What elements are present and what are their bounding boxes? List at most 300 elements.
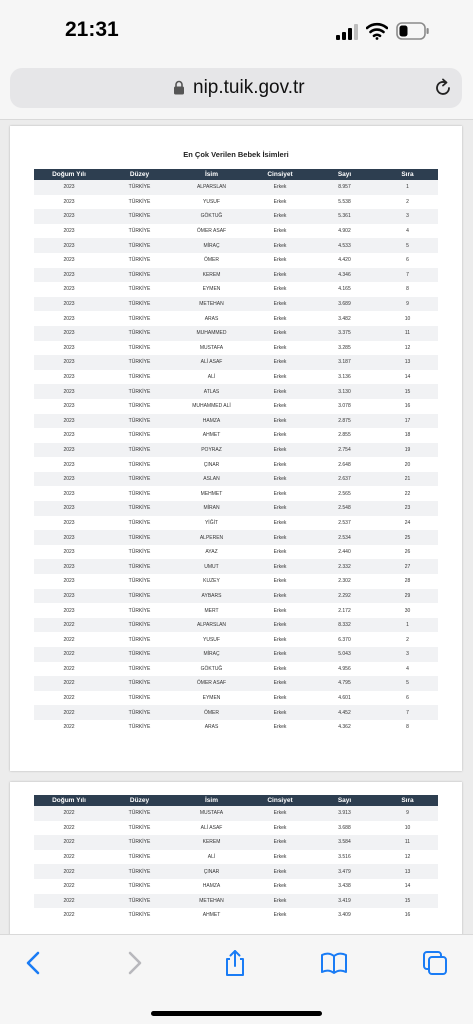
gender-cell: Erkek	[248, 530, 312, 545]
gender-cell: Erkek	[248, 545, 312, 560]
table-header-row	[34, 169, 438, 180]
name-cell: MİRAÇ	[175, 238, 248, 253]
count-cell: 3.136	[312, 370, 377, 385]
birth-year-cell: 2023	[34, 545, 104, 560]
level-cell: TÜRKİYE	[104, 647, 175, 662]
table-row	[34, 341, 438, 356]
gender-cell: Erkek	[248, 559, 312, 574]
gender-cell: Erkek	[248, 224, 312, 239]
name-cell: ALİ	[175, 370, 248, 385]
level-cell: TÜRKİYE	[104, 632, 175, 647]
table-row	[34, 428, 438, 443]
rank-cell: 10	[377, 311, 438, 326]
birth-year-cell: 2022	[34, 676, 104, 691]
birth-year-cell: 2023	[34, 472, 104, 487]
rank-cell: 12	[377, 341, 438, 356]
name-cell: MUHAMMED ALİ	[175, 399, 248, 414]
table-header-row	[34, 795, 438, 806]
level-cell: TÜRKİYE	[104, 195, 175, 210]
level-cell: TÜRKİYE	[104, 311, 175, 326]
rank-cell: 10	[377, 821, 438, 836]
count-cell: 2.302	[312, 574, 377, 589]
gender-cell: Erkek	[248, 835, 312, 850]
count-cell: 3.584	[312, 835, 377, 850]
rank-cell: 4	[377, 224, 438, 239]
count-cell: 2.754	[312, 443, 377, 458]
count-cell: 4.452	[312, 705, 377, 720]
table-row	[34, 806, 438, 821]
level-cell: TÜRKİYE	[104, 720, 175, 735]
count-cell: 3.187	[312, 355, 377, 370]
table-row	[34, 835, 438, 850]
birth-year-cell: 2023	[34, 428, 104, 443]
count-cell: 3.438	[312, 879, 377, 894]
name-cell: ÖMER ASAF	[175, 224, 248, 239]
cellular-signal-icon	[336, 24, 358, 40]
name-cell: ÖMER	[175, 705, 248, 720]
rank-cell: 3	[377, 647, 438, 662]
birth-year-cell: 2023	[34, 443, 104, 458]
birth-year-cell: 2022	[34, 691, 104, 706]
rank-cell: 15	[377, 894, 438, 909]
rank-cell: 3	[377, 209, 438, 224]
rank-cell: 4	[377, 662, 438, 677]
level-cell: TÜRKİYE	[104, 414, 175, 429]
name-cell: MİRAN	[175, 501, 248, 516]
gender-cell: Erkek	[248, 326, 312, 341]
name-cell: ALPARSLAN	[175, 618, 248, 633]
gender-cell: Erkek	[248, 821, 312, 836]
rank-cell: 15	[377, 384, 438, 399]
level-cell: TÜRKİYE	[104, 282, 175, 297]
rank-cell: 6	[377, 253, 438, 268]
address-bar-area	[0, 62, 473, 120]
level-cell: TÜRKİYE	[104, 603, 175, 618]
status-bar	[0, 0, 473, 62]
name-cell: KUZEY	[175, 574, 248, 589]
count-cell: 3.688	[312, 821, 377, 836]
table-row	[34, 355, 438, 370]
share-icon[interactable]	[221, 949, 249, 977]
back-chevron-icon[interactable]	[20, 949, 48, 977]
rank-cell: 14	[377, 879, 438, 894]
name-cell: AYAZ	[175, 545, 248, 560]
rank-cell: 9	[377, 297, 438, 312]
rank-cell: 1	[377, 618, 438, 633]
name-cell: ÇINAR	[175, 864, 248, 879]
count-cell: 2.537	[312, 516, 377, 531]
count-cell: 4.533	[312, 238, 377, 253]
table-row	[34, 516, 438, 531]
table-row	[34, 370, 438, 385]
rank-cell: 16	[377, 399, 438, 414]
birth-year-cell: 2022	[34, 835, 104, 850]
level-cell: TÜRKİYE	[104, 516, 175, 531]
name-cell: EYMEN	[175, 691, 248, 706]
name-cell: ALPARSLAN	[175, 180, 248, 195]
gender-cell: Erkek	[248, 894, 312, 909]
table-row	[34, 618, 438, 633]
level-cell: TÜRKİYE	[104, 341, 175, 356]
name-cell: ALİ ASAF	[175, 821, 248, 836]
birth-year-cell: 2023	[34, 486, 104, 501]
web-content[interactable]	[0, 120, 473, 934]
document-title: En Çok Verilen Bebek İsimleri	[183, 150, 289, 159]
level-cell: TÜRKİYE	[104, 908, 175, 923]
name-cell: MERT	[175, 603, 248, 618]
birth-year-cell: 2023	[34, 224, 104, 239]
level-cell: TÜRKİYE	[104, 355, 175, 370]
birth-year-cell: 2023	[34, 399, 104, 414]
tabs-icon[interactable]	[421, 949, 449, 977]
table-row	[34, 414, 438, 429]
table-body	[34, 806, 438, 923]
name-cell: GÖKTUĞ	[175, 209, 248, 224]
gender-cell: Erkek	[248, 472, 312, 487]
birth-year-cell: 2022	[34, 879, 104, 894]
level-cell: TÜRKİYE	[104, 486, 175, 501]
reload-icon[interactable]	[433, 78, 453, 98]
gender-cell: Erkek	[248, 501, 312, 516]
birth-year-cell: 2023	[34, 311, 104, 326]
table-row	[34, 574, 438, 589]
level-cell: TÜRKİYE	[104, 559, 175, 574]
document-page-1	[10, 126, 462, 771]
count-cell: 4.362	[312, 720, 377, 735]
count-cell: 3.689	[312, 297, 377, 312]
name-cell: YUSUF	[175, 195, 248, 210]
level-cell: TÜRKİYE	[104, 268, 175, 283]
level-cell: TÜRKİYE	[104, 428, 175, 443]
gender-cell: Erkek	[248, 516, 312, 531]
birth-year-cell: 2022	[34, 821, 104, 836]
name-cell: ÖMER ASAF	[175, 676, 248, 691]
lock-icon	[173, 80, 185, 95]
gender-cell: Erkek	[248, 180, 312, 195]
level-cell: TÜRKİYE	[104, 472, 175, 487]
table-row	[34, 180, 438, 195]
level-cell: TÜRKİYE	[104, 224, 175, 239]
table-row	[34, 224, 438, 239]
birth-year-cell: 2023	[34, 180, 104, 195]
level-cell: TÜRKİYE	[104, 326, 175, 341]
level-cell: TÜRKİYE	[104, 501, 175, 516]
table-row	[34, 238, 438, 253]
column-header-count: Sayı	[312, 169, 377, 180]
gender-cell: Erkek	[248, 879, 312, 894]
column-header-level: Düzey	[104, 169, 175, 180]
book-icon[interactable]	[320, 949, 348, 977]
rank-cell: 13	[377, 864, 438, 879]
count-cell: 2.172	[312, 603, 377, 618]
name-cell: MUSTAFA	[175, 341, 248, 356]
name-cell: ALİ	[175, 850, 248, 865]
level-cell: TÜRKİYE	[104, 821, 175, 836]
document-page-2	[10, 782, 462, 934]
wifi-icon	[366, 22, 388, 40]
column-header-gender: Cinsiyet	[248, 795, 312, 806]
count-cell: 2.292	[312, 589, 377, 604]
address-bar[interactable]	[10, 68, 462, 108]
name-cell: KEREM	[175, 835, 248, 850]
count-cell: 4.956	[312, 662, 377, 677]
gender-cell: Erkek	[248, 443, 312, 458]
level-cell: TÜRKİYE	[104, 399, 175, 414]
gender-cell: Erkek	[248, 691, 312, 706]
gender-cell: Erkek	[248, 268, 312, 283]
name-cell: ALİ ASAF	[175, 355, 248, 370]
count-cell: 5.361	[312, 209, 377, 224]
name-cell: AYBARS	[175, 589, 248, 604]
bottom-toolbar	[0, 934, 473, 1024]
count-cell: 3.078	[312, 399, 377, 414]
count-cell: 2.648	[312, 457, 377, 472]
rank-cell: 16	[377, 908, 438, 923]
level-cell: TÜRKİYE	[104, 705, 175, 720]
gender-cell: Erkek	[248, 864, 312, 879]
rank-cell: 22	[377, 486, 438, 501]
gender-cell: Erkek	[248, 705, 312, 720]
birth-year-cell: 2022	[34, 806, 104, 821]
name-cell: MİRAÇ	[175, 647, 248, 662]
birth-year-cell: 2023	[34, 253, 104, 268]
home-indicator	[151, 1011, 322, 1016]
birth-year-cell: 2023	[34, 589, 104, 604]
table-row	[34, 530, 438, 545]
table-row	[34, 253, 438, 268]
table-row	[34, 705, 438, 720]
name-cell: HAMZA	[175, 414, 248, 429]
name-cell: YUSUF	[175, 632, 248, 647]
gender-cell: Erkek	[248, 574, 312, 589]
count-cell: 2.548	[312, 501, 377, 516]
table-row	[34, 501, 438, 516]
url-text: nip.tuik.gov.tr	[193, 77, 305, 98]
table-row	[34, 297, 438, 312]
gender-cell: Erkek	[248, 370, 312, 385]
birth-year-cell: 2023	[34, 268, 104, 283]
name-cell: MUSTAFA	[175, 806, 248, 821]
birth-year-cell: 2023	[34, 209, 104, 224]
name-cell: AHMET	[175, 428, 248, 443]
name-cell: ATLAS	[175, 384, 248, 399]
gender-cell: Erkek	[248, 908, 312, 923]
rank-cell: 20	[377, 457, 438, 472]
birth-year-cell: 2023	[34, 370, 104, 385]
count-cell: 4.165	[312, 282, 377, 297]
birth-year-cell: 2023	[34, 501, 104, 516]
birth-year-cell: 2023	[34, 457, 104, 472]
name-cell: POYRAZ	[175, 443, 248, 458]
count-cell: 2.332	[312, 559, 377, 574]
birth-year-cell: 2023	[34, 297, 104, 312]
table-body	[34, 180, 438, 735]
rank-cell: 26	[377, 545, 438, 560]
column-header-level: Düzey	[104, 795, 175, 806]
name-cell: METEHAN	[175, 297, 248, 312]
rank-cell: 21	[377, 472, 438, 487]
rank-cell: 25	[377, 530, 438, 545]
count-cell: 3.130	[312, 384, 377, 399]
column-header-gender: Cinsiyet	[248, 169, 312, 180]
rank-cell: 29	[377, 589, 438, 604]
birth-year-cell: 2022	[34, 632, 104, 647]
forward-chevron-icon[interactable]	[120, 949, 148, 977]
level-cell: TÜRKİYE	[104, 384, 175, 399]
level-cell: TÜRKİYE	[104, 238, 175, 253]
rank-cell: 11	[377, 835, 438, 850]
count-cell: 8.957	[312, 180, 377, 195]
table-row	[34, 282, 438, 297]
column-header-count: Sayı	[312, 795, 377, 806]
column-header-name: İsim	[175, 169, 248, 180]
birth-year-cell: 2023	[34, 574, 104, 589]
table-row	[34, 486, 438, 501]
rank-cell: 5	[377, 676, 438, 691]
count-cell: 2.440	[312, 545, 377, 560]
gender-cell: Erkek	[248, 297, 312, 312]
name-cell: METEHAN	[175, 894, 248, 909]
count-cell: 2.565	[312, 486, 377, 501]
name-cell: AHMET	[175, 908, 248, 923]
gender-cell: Erkek	[248, 486, 312, 501]
count-cell: 6.370	[312, 632, 377, 647]
name-cell: MEHMET	[175, 486, 248, 501]
level-cell: TÜRKİYE	[104, 370, 175, 385]
birth-year-cell: 2023	[34, 195, 104, 210]
rank-cell: 6	[377, 691, 438, 706]
level-cell: TÜRKİYE	[104, 850, 175, 865]
birth-year-cell: 2022	[34, 908, 104, 923]
level-cell: TÜRKİYE	[104, 530, 175, 545]
rank-cell: 14	[377, 370, 438, 385]
gender-cell: Erkek	[248, 428, 312, 443]
table-row	[34, 662, 438, 677]
gender-cell: Erkek	[248, 414, 312, 429]
status-time: 21:31	[65, 18, 119, 41]
count-cell: 3.375	[312, 326, 377, 341]
table-row	[34, 384, 438, 399]
gender-cell: Erkek	[248, 618, 312, 633]
table-row	[34, 632, 438, 647]
gender-cell: Erkek	[248, 603, 312, 618]
name-cell: ARAS	[175, 720, 248, 735]
gender-cell: Erkek	[248, 253, 312, 268]
table-row	[34, 850, 438, 865]
rank-cell: 13	[377, 355, 438, 370]
count-cell: 3.913	[312, 806, 377, 821]
names-table-continued	[34, 795, 438, 923]
rank-cell: 23	[377, 501, 438, 516]
name-cell: ALPEREN	[175, 530, 248, 545]
birth-year-cell: 2023	[34, 282, 104, 297]
rank-cell: 30	[377, 603, 438, 618]
gender-cell: Erkek	[248, 209, 312, 224]
gender-cell: Erkek	[248, 676, 312, 691]
count-cell: 4.346	[312, 268, 377, 283]
rank-cell: 8	[377, 282, 438, 297]
count-cell: 3.516	[312, 850, 377, 865]
column-header-rank: Sıra	[377, 795, 438, 806]
level-cell: TÜRKİYE	[104, 574, 175, 589]
level-cell: TÜRKİYE	[104, 806, 175, 821]
name-cell: ÖMER	[175, 253, 248, 268]
table-row	[34, 821, 438, 836]
table-row	[34, 720, 438, 735]
level-cell: TÜRKİYE	[104, 618, 175, 633]
rank-cell: 8	[377, 720, 438, 735]
table-row	[34, 676, 438, 691]
gender-cell: Erkek	[248, 195, 312, 210]
birth-year-cell: 2022	[34, 662, 104, 677]
rank-cell: 2	[377, 195, 438, 210]
table-row	[34, 209, 438, 224]
column-header-rank: Sıra	[377, 169, 438, 180]
level-cell: TÜRKİYE	[104, 253, 175, 268]
names-table	[34, 169, 438, 735]
table-row	[34, 879, 438, 894]
table-row	[34, 399, 438, 414]
table-row	[34, 589, 438, 604]
rank-cell: 9	[377, 806, 438, 821]
table-row	[34, 545, 438, 560]
rank-cell: 7	[377, 268, 438, 283]
birth-year-cell: 2023	[34, 355, 104, 370]
rank-cell: 18	[377, 428, 438, 443]
table-row	[34, 603, 438, 618]
count-cell: 8.332	[312, 618, 377, 633]
name-cell: KEREM	[175, 268, 248, 283]
level-cell: TÜRKİYE	[104, 443, 175, 458]
table-row	[34, 268, 438, 283]
level-cell: TÜRKİYE	[104, 545, 175, 560]
birth-year-cell: 2022	[34, 894, 104, 909]
rank-cell: 27	[377, 559, 438, 574]
level-cell: TÜRKİYE	[104, 835, 175, 850]
gender-cell: Erkek	[248, 341, 312, 356]
level-cell: TÜRKİYE	[104, 879, 175, 894]
name-cell: HAMZA	[175, 879, 248, 894]
birth-year-cell: 2023	[34, 326, 104, 341]
birth-year-cell: 2023	[34, 603, 104, 618]
gender-cell: Erkek	[248, 282, 312, 297]
level-cell: TÜRKİYE	[104, 297, 175, 312]
gender-cell: Erkek	[248, 850, 312, 865]
column-header-birth-year: Doğum Yılı	[34, 169, 104, 180]
table-row	[34, 195, 438, 210]
table-row	[34, 326, 438, 341]
name-cell: ASLAN	[175, 472, 248, 487]
gender-cell: Erkek	[248, 647, 312, 662]
battery-icon	[396, 22, 430, 40]
birth-year-cell: 2023	[34, 414, 104, 429]
birth-year-cell: 2023	[34, 516, 104, 531]
table-row	[34, 894, 438, 909]
name-cell: YİĞİT	[175, 516, 248, 531]
table-row	[34, 647, 438, 662]
count-cell: 4.902	[312, 224, 377, 239]
gender-cell: Erkek	[248, 238, 312, 253]
table-row	[34, 864, 438, 879]
count-cell: 4.795	[312, 676, 377, 691]
count-cell: 2.855	[312, 428, 377, 443]
rank-cell: 5	[377, 238, 438, 253]
table-row	[34, 311, 438, 326]
birth-year-cell: 2023	[34, 384, 104, 399]
table-row	[34, 691, 438, 706]
birth-year-cell: 2022	[34, 647, 104, 662]
gender-cell: Erkek	[248, 720, 312, 735]
